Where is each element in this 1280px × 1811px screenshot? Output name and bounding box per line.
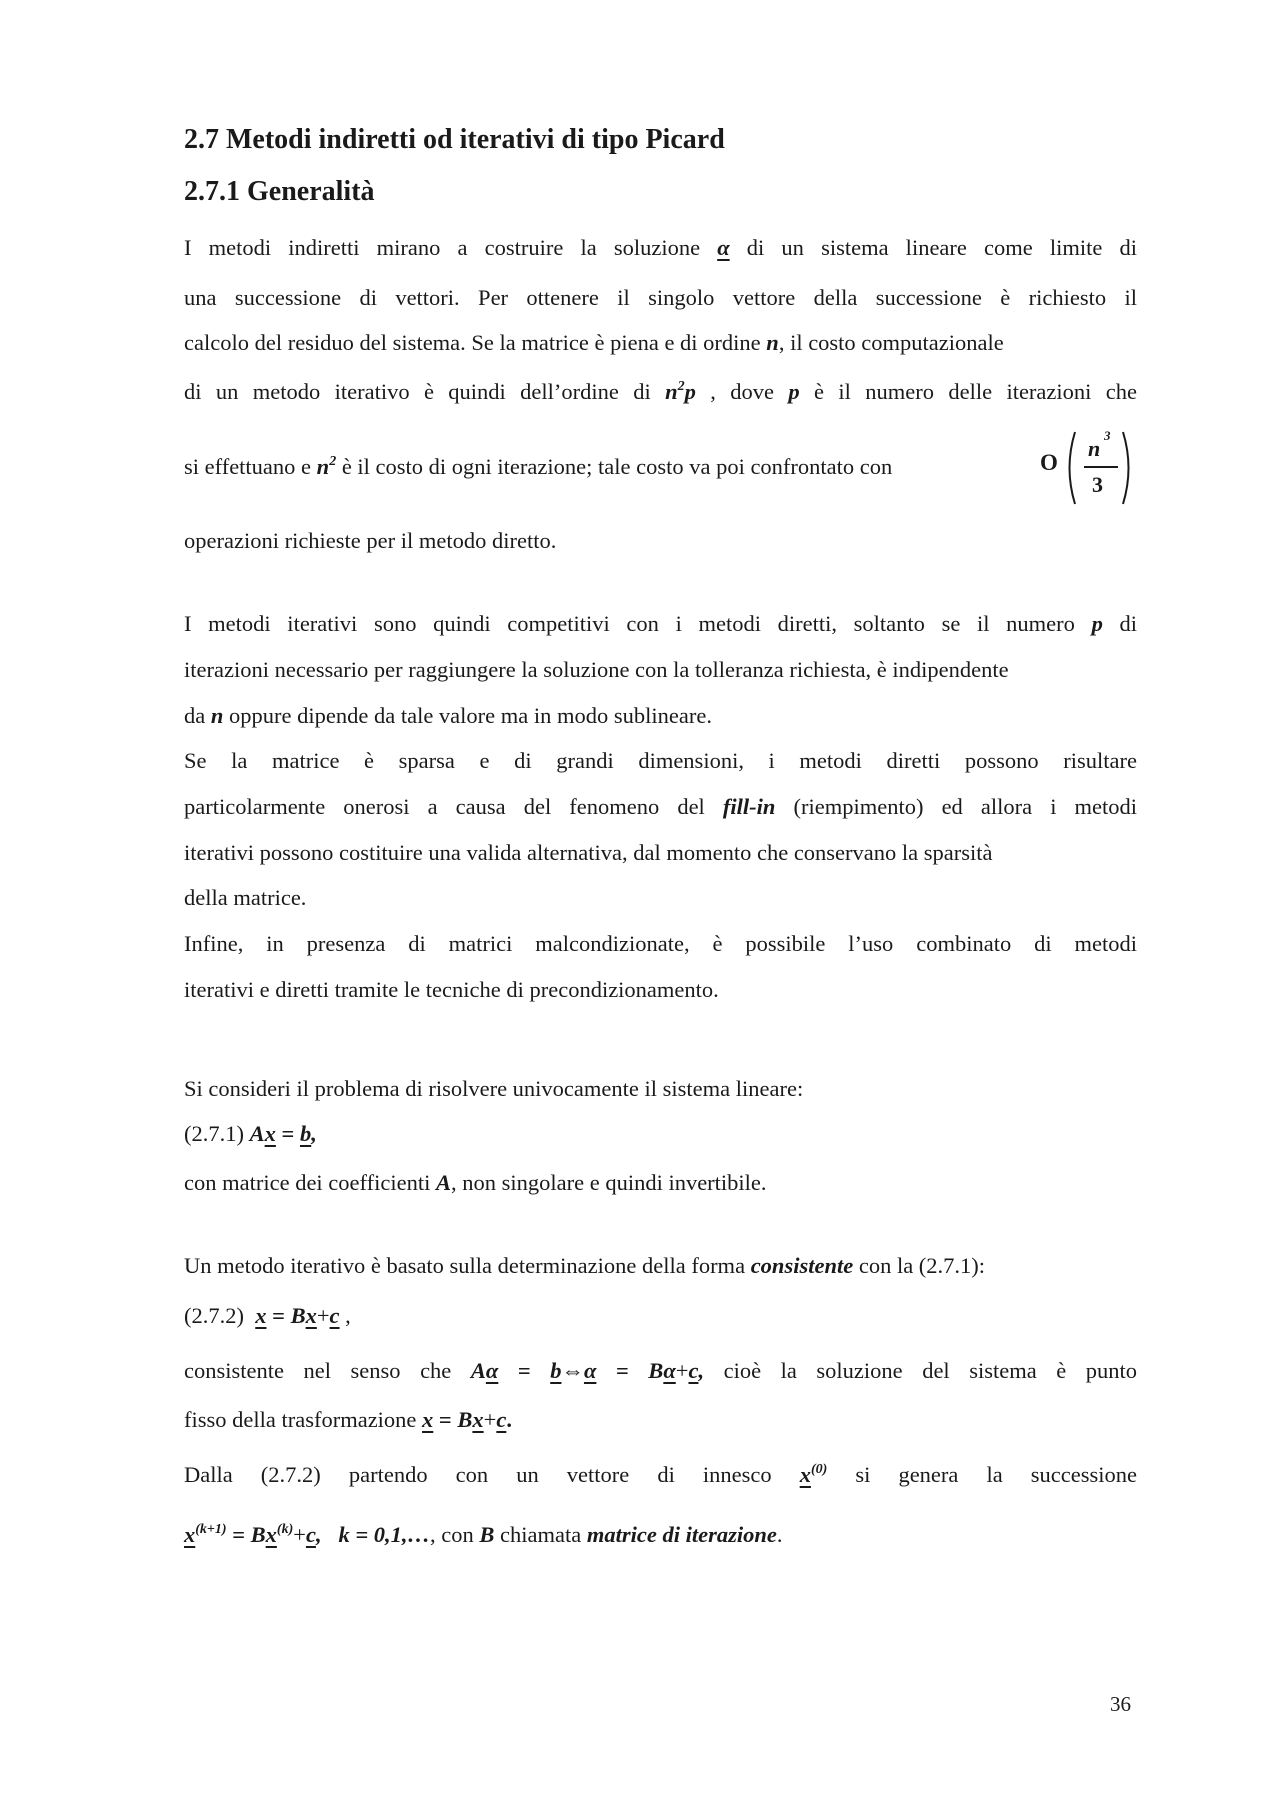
- left-paren: [1062, 428, 1078, 508]
- subsection-heading: 2.7.1 Generalità: [184, 176, 375, 207]
- matrice-iterazione-term: matrice di iterazione: [586, 1522, 777, 1547]
- p4-line-5: Dalla (2.7.2) partendo con un vettore di innesco $x^{(0)}$ si genera la successione: [184, 1462, 1137, 1487]
- iff-symbol: ⇔: [561, 1358, 584, 1383]
- consistente-term: consistente: [750, 1253, 854, 1278]
- p2-line-4: Se la matrice è sparsa e di grandi dimensioni, i metodi diretti possono risultare: [184, 748, 1137, 773]
- equation-2-7-2: (2.7.2) x = Bx+c ,: [184, 1303, 351, 1328]
- alpha-symbol: α: [717, 235, 730, 260]
- p1-line-6: operazioni richieste per il metodo diretto.: [184, 528, 557, 553]
- p2-line-9: iterativi e diretti tramite le tecniche di precondizionamento.: [184, 977, 719, 1002]
- p2-line-2: iterazioni necessario per raggiungere la soluzione con la tolleranza richiesta, è indipendente: [184, 657, 1009, 682]
- equation-2-7-1: (2.7.1) Ax = b,: [184, 1121, 317, 1146]
- right-paren: [1120, 428, 1136, 508]
- p4-line-3: consistente nel senso che Aα = b⇔α = Bα+c, cioè la soluzione del sistema è punto: [184, 1358, 1137, 1383]
- p2-line-8: Infine, in presenza di matrici malcondizionate, è possibile l’uso combinato di metodi: [184, 931, 1137, 956]
- p2-line-6: iterativi possono costituire una valida alternativa, dal momento che conservano la sparsità: [184, 840, 993, 865]
- p1-line-4: di un metodo iterativo è quindi dell’ordine di $n^2p$ , dove p è il numero delle iterazioni che: [184, 379, 1137, 404]
- iteration-formula: $x^{(k+1)} = Bx^{(k)}+c$, k = 0,1,…, con B chiamata matrice di iterazione.: [184, 1522, 783, 1547]
- p1-line-3: calcolo del residuo del sistema. Se la matrice è piena e di ordine n, il costo computazionale: [184, 330, 1004, 355]
- p1-line-2: una successione di vettori. Per ottenere il singolo vettore della successione è richiesto il: [184, 285, 1137, 310]
- fill-in-term: fill-in: [722, 794, 776, 819]
- section-heading: 2.7 Metodi indiretti od iterativi di tipo Picard: [184, 124, 725, 155]
- page-number: 36: [1110, 1692, 1131, 1716]
- p4-line-1: Un metodo iterativo è basato sulla determinazione della forma consistente con la (2.7.1):: [184, 1253, 986, 1278]
- p3-line-3: con matrice dei coefficienti A, non singolare e quindi invertibile.: [184, 1170, 767, 1195]
- p3-line-1: Si consideri il problema di risolvere univocamente il sistema lineare:: [184, 1076, 804, 1101]
- big-o-expression: O n 3 3: [1040, 428, 1140, 508]
- fraction-bar: [1084, 466, 1118, 468]
- p2-line-1: I metodi iterativi sono quindi competitivi con i metodi diretti, soltanto se il numero p di: [184, 611, 1137, 636]
- p1-line-1: I metodi indiretti mirano a costruire la soluzione α di un sistema lineare come limite di: [184, 235, 1137, 260]
- p2-line-7: della matrice.: [184, 885, 307, 910]
- p4-line-4: fisso della trasformazione x = Bx+c.: [184, 1407, 512, 1432]
- p2-line-3: da n oppure dipende da tale valore ma in modo sublineare.: [184, 703, 712, 728]
- p2-line-5: particolarmente onerosi a causa del fenomeno del fill-in (riempimento) ed allora i metodi: [184, 794, 1137, 819]
- p1-line-5: si effettuano e $n^2$ è il costo di ogni iterazione; tale costo va poi confrontato con: [184, 454, 893, 479]
